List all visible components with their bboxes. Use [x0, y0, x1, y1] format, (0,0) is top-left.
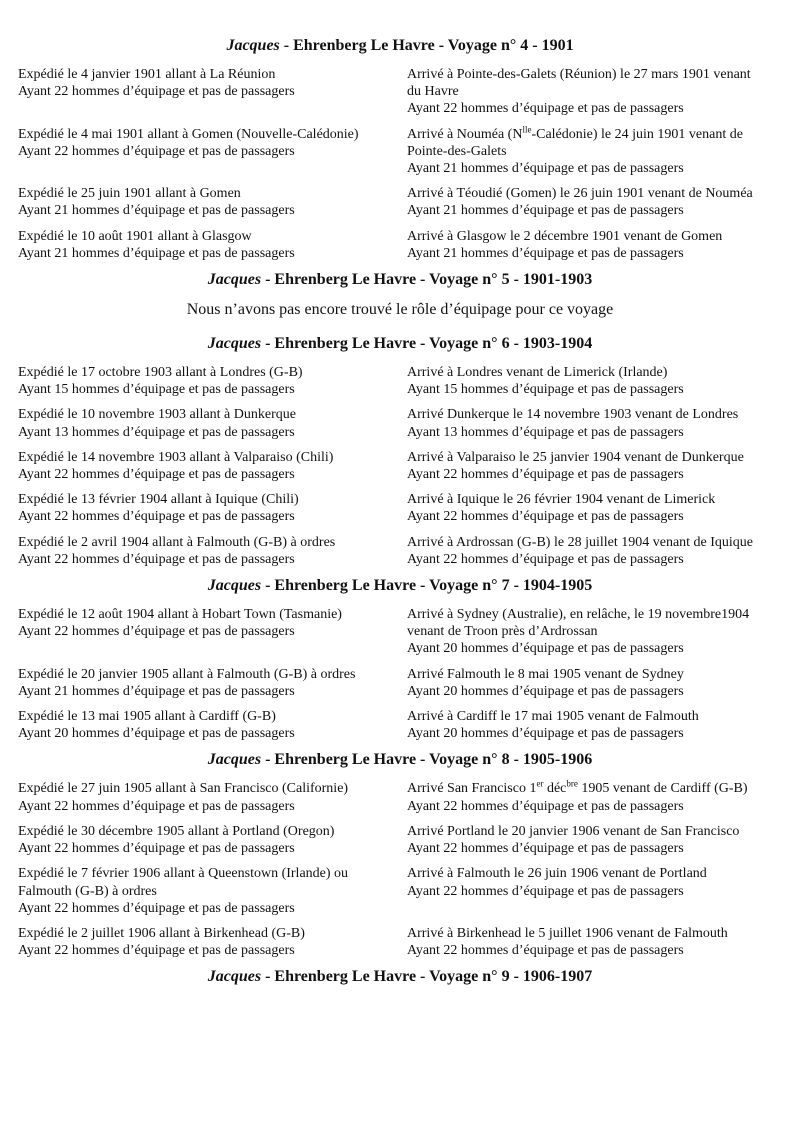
arrival-cell	[407, 666, 782, 700]
entry-line: Ayant 22 hommes d’équipage et pas de passagers	[18, 551, 295, 567]
entry-line: Ayant 22 hommes d’équipage et pas de passagers	[407, 467, 684, 483]
voyage-entry-row	[18, 123, 782, 178]
entry-line: Ayant 15 hommes d’équipage et pas de passagers	[407, 382, 684, 398]
entry-line: Ayant 22 hommes d’équipage et pas de passagers	[18, 509, 295, 525]
arrival-cell	[407, 708, 782, 742]
entry-line: Ayant 13 hommes d’équipage et pas de passagers	[18, 424, 295, 440]
entry-line: Expédié le 7 février 1906 allant à Queenstown (Irlande) ou	[18, 866, 349, 882]
arrival-cell	[407, 606, 782, 658]
departure-cell	[18, 406, 407, 440]
voyage-entry-row	[18, 666, 782, 700]
departure-cell	[18, 66, 407, 118]
entry-line: Arrivé à Sydney (Australie), en relâche, le 19 novembre1904	[407, 607, 750, 623]
arrival-cell	[407, 123, 782, 178]
entry-line: Expédié le 13 mai 1905 allant à Cardiff (G-B)	[18, 709, 276, 725]
departure-cell	[18, 126, 407, 178]
arrival-cell	[407, 364, 782, 398]
voyage-entries	[0, 364, 800, 568]
entry-line: Ayant 22 hommes d’équipage et pas de passagers	[407, 798, 684, 814]
arrival-cell	[407, 228, 782, 262]
entry-line: Expédié le 2 juillet 1906 allant à Birkenhead (G-B)	[18, 925, 305, 941]
voyage-entries	[0, 606, 800, 742]
ship-name: Jacques	[207, 577, 262, 595]
voyage-entry-row	[18, 185, 782, 219]
voyage-entry-row	[18, 865, 782, 917]
voyage-title-text: - Ehrenberg Le Havre - Voyage n° 6 - 1903-1904	[261, 335, 593, 353]
voyage-entries	[0, 780, 800, 959]
voyage-entry-row	[18, 364, 782, 398]
voyage-entry-row	[18, 66, 782, 118]
entry-line: Ayant 22 hommes d’équipage et pas de passagers	[18, 798, 295, 814]
voyage-note: Nous n’avons pas encore trouvé le rôle d’équipage pour ce voyage	[186, 301, 614, 319]
entry-line: Expédié le 4 janvier 1901 allant à La Réunion	[18, 67, 276, 82]
entry-line: Expédié le 12 août 1904 allant à Hobart Town (Tasmanie)	[18, 607, 342, 623]
voyage-title	[0, 270, 800, 290]
departure-cell	[18, 449, 407, 483]
ship-name: Jacques	[207, 335, 262, 353]
entry-line: Arrivé à Londres venant de Limerick (Irlande)	[407, 365, 668, 381]
voyage-entries	[0, 66, 800, 262]
entry-line: Arrivé à Birkenhead le 5 juillet 1906 venant de Falmouth	[407, 925, 728, 941]
arrival-cell	[407, 491, 782, 525]
entry-line: Expédié le 10 novembre 1903 allant à Dunkerque	[18, 407, 296, 423]
entry-line: Expédié le 14 novembre 1903 allant à Valparaiso (Chili)	[18, 449, 334, 465]
entry-line: Ayant 20 hommes d’équipage et pas de passagers	[407, 683, 684, 699]
entry-line: Arrivé à Ardrossan (G-B) le 28 juillet 1904 venant de Iquique	[407, 534, 754, 550]
entry-line: Arrivé à Pointe-des-Galets (Réunion) le 27 mars 1901 venant	[407, 67, 751, 82]
departure-cell	[18, 185, 407, 219]
entry-line: Ayant 21 hommes d’équipage et pas de passagers	[18, 683, 295, 699]
entry-line: Arrivé Dunkerque le 14 novembre 1903 venant de Londres	[407, 407, 739, 423]
voyage-entry-row	[18, 406, 782, 440]
entry-line: Falmouth (G-B) à ordres	[18, 883, 157, 899]
entry-line: Expédié le 25 juin 1901 allant à Gomen	[18, 186, 241, 202]
entry-line: Expédié le 10 août 1901 allant à Glasgow	[18, 228, 252, 244]
voyage-entry-row	[18, 708, 782, 742]
departure-cell	[18, 364, 407, 398]
entry-line: Ayant 22 hommes d’équipage et pas de passagers	[407, 551, 684, 567]
entry-line: Ayant 20 hommes d’équipage et pas de passagers	[18, 726, 295, 742]
voyage-section	[0, 967, 800, 987]
voyage-title	[0, 967, 800, 987]
arrival-cell	[407, 66, 782, 118]
arrival-cell	[407, 534, 782, 568]
voyage-title	[0, 36, 800, 56]
voyage-entry-row	[18, 780, 782, 814]
entry-line: Arrivé à Valparaiso le 25 janvier 1904 venant de Dunkerque	[407, 449, 744, 465]
entry-line: Ayant 20 hommes d’équipage et pas de passagers	[407, 641, 684, 657]
arrival-cell	[407, 449, 782, 483]
voyage-section	[0, 334, 800, 568]
entry-line: Arrivé à Nouméa $(N^{lle}-Calédonie)$ le 24 juin 1901 venant de	[407, 123, 743, 142]
voyage-title-text: - Ehrenberg Le Havre - Voyage n° 8 - 1905-1906	[261, 751, 593, 769]
departure-cell	[18, 228, 407, 262]
entry-line: Pointe-des-Galets	[407, 143, 507, 159]
entry-line: Expédié le 30 décembre 1905 allant à Portland (Oregon)	[18, 823, 335, 839]
entry-line: Ayant 22 hommes d’équipage et pas de passagers	[18, 467, 295, 483]
entry-line: Expédié le 2 avril 1904 allant à Falmouth (G-B) à ordres	[18, 534, 336, 550]
departure-cell	[18, 823, 407, 857]
entry-line: Ayant 22 hommes d’équipage et pas de passagers	[18, 624, 295, 640]
entry-line: Ayant 22 hommes d’équipage et pas de passagers	[18, 143, 295, 159]
entry-line: Expédié le 20 janvier 1905 allant à Falmouth (G-B) à ordres	[18, 666, 356, 682]
entry-line: Ayant 15 hommes d’équipage et pas de passagers	[18, 382, 295, 398]
departure-cell	[18, 925, 407, 959]
voyage-entry-row	[18, 491, 782, 525]
voyage-entry-row	[18, 228, 782, 262]
ship-name: Jacques	[207, 968, 262, 986]
entry-line: Ayant 21 hommes d’équipage et pas de passagers	[407, 203, 684, 219]
voyage-entry-row	[18, 449, 782, 483]
ship-name: Jacques	[207, 271, 262, 289]
entry-line: Arrivé à Iquique le 26 février 1904 venant de Limerick	[407, 492, 716, 508]
entry-line: Ayant 13 hommes d’équipage et pas de passagers	[407, 424, 684, 440]
entry-line: Ayant 21 hommes d’équipage et pas de passagers	[407, 245, 684, 261]
entry-line: Arrivé à Glasgow le 2 décembre 1901 venant de Gomen	[407, 228, 723, 244]
voyage-title-text: - Ehrenberg Le Havre - Voyage n° 4 - 1901	[279, 37, 574, 54]
voyage-entry-row	[18, 925, 782, 959]
departure-cell	[18, 534, 407, 568]
entry-line: Expédié le 4 mai 1901 allant à Gomen (Nouvelle-Calédonie)	[18, 126, 359, 142]
entry-line: Expédié le 17 octobre 1903 allant à Londres (G-B)	[18, 365, 303, 381]
arrival-cell	[407, 925, 782, 959]
entry-line: venant de Troon près d’Ardrossan	[407, 624, 598, 640]
voyage-title	[0, 576, 800, 596]
entry-line: Ayant 21 hommes d’équipage et pas de passagers	[18, 203, 295, 219]
entry-line: Ayant 22 hommes d’équipage et pas de passagers	[407, 101, 684, 117]
arrival-cell	[407, 823, 782, 857]
voyage-title	[0, 334, 800, 354]
departure-cell	[18, 491, 407, 525]
voyage-entry-row	[18, 606, 782, 658]
departure-cell	[18, 780, 407, 814]
departure-cell	[18, 606, 407, 658]
voyage-section	[0, 750, 800, 959]
departure-cell	[18, 865, 407, 917]
entry-line: Ayant 20 hommes d’équipage et pas de passagers	[407, 726, 684, 742]
voyage-entry-row	[18, 823, 782, 857]
departure-cell	[18, 666, 407, 700]
entry-line: Ayant 22 hommes d’équipage et pas de passagers	[407, 883, 684, 899]
entry-line: Arrivé San Francisco 1er déc$^{bre}$ 1905 venant de Cardiff (G-B)	[407, 778, 748, 797]
arrival-cell	[407, 406, 782, 440]
entry-line: Ayant 21 hommes d’équipage et pas de passagers	[407, 161, 684, 177]
voyage-title-text: - Ehrenberg Le Havre - Voyage n° 9 - 1906-1907	[261, 968, 593, 986]
departure-cell	[18, 708, 407, 742]
entry-line: Ayant 22 hommes d’équipage et pas de passagers	[407, 509, 684, 525]
ship-name: Jacques	[226, 37, 280, 54]
voyage-section	[0, 36, 800, 262]
entry-line: Ayant 22 hommes d’équipage et pas de passagers	[407, 841, 684, 857]
voyage-entry-row	[18, 534, 782, 568]
entry-line: Arrivé Portland le 20 janvier 1906 venant de San Francisco	[407, 823, 740, 839]
entry-line: Expédié le 27 juin 1905 allant à San Francisco (Californie)	[18, 781, 349, 797]
entry-line: Ayant 22 hommes d’équipage et pas de passagers	[18, 841, 295, 857]
entry-line: Arrivé à Cardiff le 17 mai 1905 venant de Falmouth	[407, 709, 699, 725]
voyage-title-text: - Ehrenberg Le Havre - Voyage n° 7 - 1904-1905	[261, 577, 593, 595]
entry-line: Expédié le 13 février 1904 allant à Iquique (Chili)	[18, 492, 299, 508]
entry-line: Arrivé Falmouth le 8 mai 1905 venant de Sydney	[407, 666, 684, 682]
entry-line: Arrivé à Falmouth le 26 juin 1906 venant de Portland	[407, 866, 707, 882]
arrival-cell	[407, 185, 782, 219]
ship-name: Jacques	[207, 751, 262, 769]
entry-line: Ayant 21 hommes d’équipage et pas de passagers	[18, 245, 295, 261]
voyage-section	[0, 576, 800, 742]
entry-line: Ayant 22 hommes d’équipage et pas de passagers	[18, 943, 295, 959]
entry-line: Ayant 22 hommes d’équipage et pas de passagers	[407, 943, 684, 959]
voyage-title	[0, 750, 800, 770]
voyage-section	[0, 270, 800, 320]
entry-line: Arrivé à Téoudié (Gomen) le 26 juin 1901 venant de Nouméa	[407, 186, 753, 202]
entry-line: Ayant 22 hommes d’équipage et pas de passagers	[18, 900, 295, 916]
entry-line: du Havre	[407, 84, 459, 100]
arrival-cell	[407, 780, 782, 814]
entry-line: Ayant 22 hommes d’équipage et pas de passagers	[18, 84, 295, 100]
arrival-cell	[407, 865, 782, 917]
voyage-title-text: - Ehrenberg Le Havre - Voyage n° 5 - 1901-1903	[261, 271, 593, 289]
